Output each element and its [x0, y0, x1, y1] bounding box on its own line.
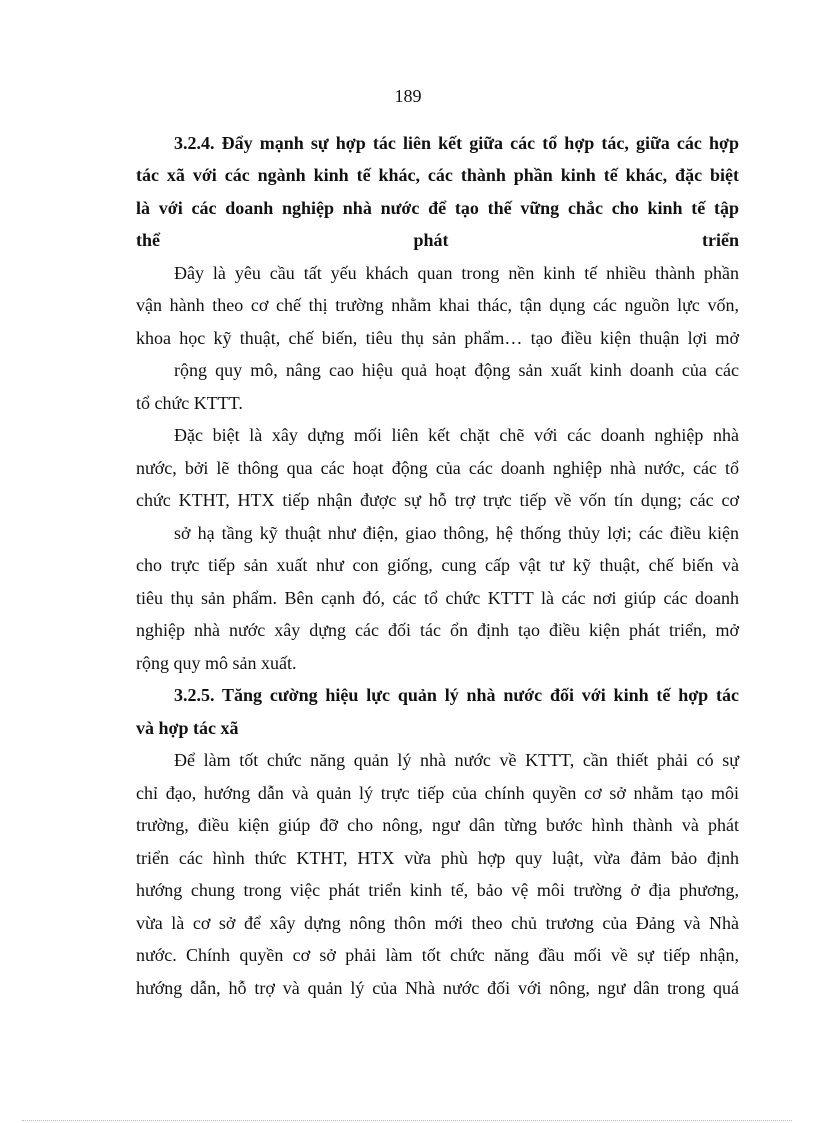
heading-325-line-1: 3.2.5. Tăng cường hiệu lực quản lý nhà nước đối với kinh tế hợp tác — [174, 685, 739, 705]
paragraph-line: vận hành theo cơ chế thị trường nhằm khai thác, tận dụng các nguồn lực vốn, — [136, 295, 739, 315]
page-bottom-rule — [22, 1120, 792, 1121]
paragraph-line: nghiệp nhà nước xây dựng các đối tác ổn định tạo điều kiện phát triển, mở — [136, 620, 739, 640]
heading-word: thể — [136, 230, 160, 250]
paragraph-line: Đây là yêu cầu tất yếu khách quan trong nền kinh tế nhiều thành phần — [174, 263, 739, 283]
heading-325-line-2: và hợp tác xã — [136, 718, 239, 738]
heading-324-line-1: 3.2.4. Đẩy mạnh sự hợp tác liên kết giữa các tổ hợp tác, giữa các hợp — [174, 133, 739, 153]
paragraph-line: nước, bởi lẽ thông qua các hoạt động của các doanh nghiệp nhà nước, các tổ — [136, 458, 739, 478]
paragraph-line: tiêu thụ sản phẩm. Bên cạnh đó, các tổ chức KTTT là các nơi giúp các doanh — [136, 588, 739, 608]
page-number: 189 — [394, 86, 422, 106]
paragraph-line: tổ chức KTTT. — [136, 393, 243, 413]
paragraph-line: rộng quy mô sản xuất. — [136, 653, 297, 673]
paragraph-line: hướng chung trong việc phát triển kinh tế, bảo vệ môi trường ở địa phương, — [136, 880, 739, 900]
heading-324-line-2: tác xã với các ngành kinh tế khác, các thành phần kinh tế khác, đặc biệt — [136, 165, 739, 185]
paragraph-line: khoa học kỹ thuật, chế biến, tiêu thụ sản phẩm… tạo điều kiện thuận lợi mở — [136, 328, 739, 348]
paragraph-line: rộng quy mô, nâng cao hiệu quả hoạt động sản xuất kinh doanh của các — [174, 360, 739, 380]
paragraph-line: cho trực tiếp sản xuất như con giống, cung cấp vật tư kỹ thuật, chế biến và — [136, 555, 739, 575]
heading-324-line-4 — [136, 228, 739, 252]
heading-word: triển — [702, 230, 739, 250]
paragraph-line: sở hạ tầng kỹ thuật như điện, giao thông, hệ thống thủy lợi; các điều kiện — [174, 523, 739, 543]
heading-word: phát — [413, 230, 449, 250]
paragraph-line: nước. Chính quyền cơ sở phải làm tốt chức năng đầu mối về sự tiếp nhận, — [136, 945, 739, 965]
paragraph-line: chỉ đạo, hướng dẫn và quản lý trực tiếp của chính quyền cơ sở nhằm tạo môi — [136, 783, 739, 803]
paragraph-line: triển các hình thức KTHT, HTX vừa phù hợp quy luật, vừa đảm bảo định — [136, 848, 739, 868]
paragraph-line: trường, điều kiện giúp đỡ cho nông, ngư dân từng bước hình thành và phát — [136, 815, 739, 835]
paragraph-line: chức KTHT, HTX tiếp nhận được sự hỗ trợ trực tiếp về vốn tín dụng; các cơ — [136, 490, 739, 510]
paragraph-line: vừa là cơ sở để xây dựng nông thôn mới theo chủ trương của Đảng và Nhà — [136, 913, 739, 933]
paragraph-line: Để làm tốt chức năng quản lý nhà nước về KTTT, cần thiết phải có sự — [174, 750, 739, 770]
paragraph-line: hướng dẫn, hỗ trợ và quản lý của Nhà nước đối với nông, ngư dân trong quá — [136, 978, 739, 998]
paragraph-line: Đặc biệt là xây dựng mối liên kết chặt chẽ với các doanh nghiệp nhà — [174, 425, 739, 445]
heading-324-line-3: là với các doanh nghiệp nhà nước để tạo thế vững chắc cho kinh tế tập — [136, 198, 739, 218]
